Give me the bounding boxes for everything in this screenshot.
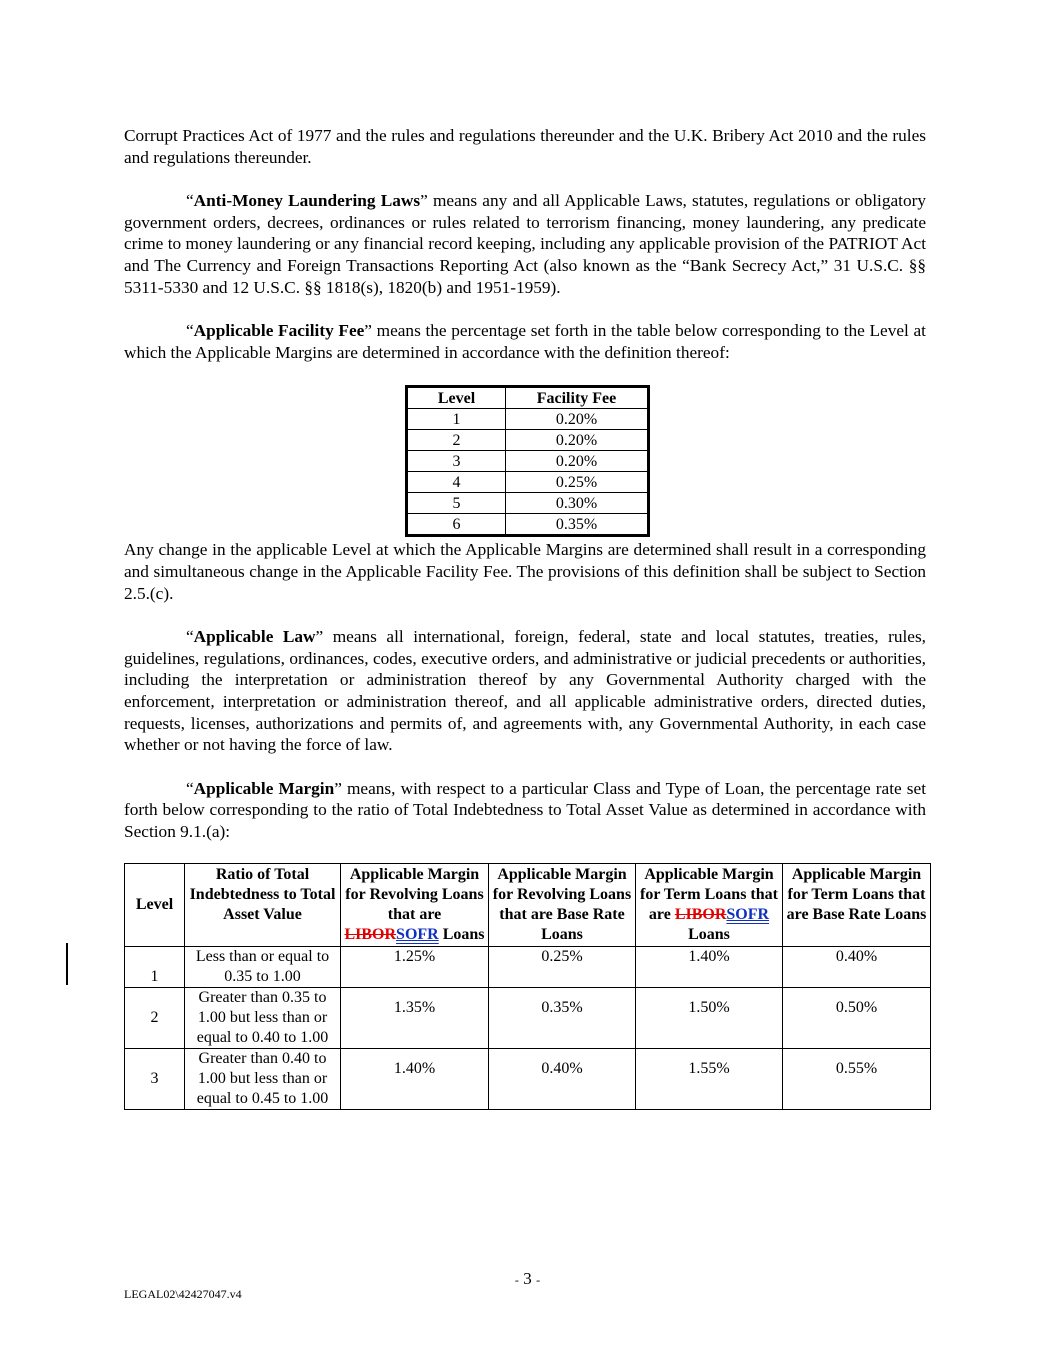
term-applicable-law: Applicable Law xyxy=(193,627,316,647)
cell-level: 2 xyxy=(125,988,185,1049)
cell-ratio: Greater than 0.35 to 1.00 but less than or equal to 0.40 to 1.00 xyxy=(185,988,341,1049)
cell-term-sofr: 1.50% xyxy=(636,988,783,1049)
deleted-libor-text: LIBOR xyxy=(674,906,727,924)
table-header-row xyxy=(407,387,649,409)
definition-facility-fee-body: ” means the percentage set forth in the table below corresponding to the Level at which the Applicable Margins are determined in accordance with the definition thereof: xyxy=(124,321,926,362)
header-revolving-sofr-post: Loans xyxy=(442,926,485,944)
header-level: Level xyxy=(125,864,185,947)
cell-term-sofr: 1.55% xyxy=(636,1049,783,1110)
revision-change-bar xyxy=(66,943,68,985)
cell-level: 5 xyxy=(407,493,506,514)
open-quote: “ xyxy=(186,321,194,341)
table-row xyxy=(407,430,649,451)
table-row xyxy=(407,472,649,493)
document-page xyxy=(124,125,926,1110)
cell-term-base: 0.50% xyxy=(783,988,931,1049)
cell-level: 1 xyxy=(125,947,185,988)
header-term-sofr-pre: Applicable Margin for Term Loans that are xyxy=(640,866,778,924)
inserted-sofr-text: SOFR xyxy=(396,926,439,944)
cell-ratio: Less than or equal to 0.35 to 1.00 xyxy=(185,947,341,988)
cell-level: 3 xyxy=(407,451,506,472)
definition-aml-body: ” means any and all Applicable Laws, statutes, regulations or obligatory government orders, decrees, ordinances or rules related to terrorism financing, money laundering, any predicate crime to money laundering or any financial record keeping, including any applicable provision of the PATRIOT Act and The Currency and Foreign Transactions Reporting Act (also known as the “Bank Secrecy Act,” 31 U.S.C. §§ 5311-5330 and 12 U.S.C. §§ 1818(s), 1820(b) and 1951-1959). xyxy=(124,191,927,297)
cell-level: 3 xyxy=(125,1049,185,1110)
cell-revolving-base: 0.25% xyxy=(489,947,636,988)
page-number-dash: - xyxy=(536,1273,541,1287)
header-term-sofr-post: Loans xyxy=(688,926,730,944)
applicable-margin-table xyxy=(124,863,931,1110)
cell-ratio: Greater than 0.40 to 1.00 but less than or equal to 0.45 to 1.00 xyxy=(185,1049,341,1110)
cell-term-base: 0.55% xyxy=(783,1049,931,1110)
facility-fee-after-paragraph: Any change in the applicable Level at which the Applicable Margins are determined shall result in a corresponding and simultaneous change in the Applicable Facility Fee. The provisions of this definition shall be subject to Section 2.5.(c). xyxy=(124,540,926,603)
definition-aml xyxy=(124,190,926,298)
cell-level: 1 xyxy=(407,409,506,430)
table-header-row xyxy=(125,864,931,947)
table-row xyxy=(407,493,649,514)
table-row xyxy=(407,514,649,536)
table-row xyxy=(125,1049,931,1110)
cell-fee: 0.35% xyxy=(506,514,649,536)
cell-fee: 0.20% xyxy=(506,409,649,430)
cell-revolving-sofr: 1.40% xyxy=(341,1049,489,1110)
inserted-sofr-text: SOFR xyxy=(726,906,770,924)
header-level: Level xyxy=(407,387,506,409)
table-row xyxy=(125,988,931,1049)
table-row xyxy=(407,451,649,472)
cell-level: 6 xyxy=(407,514,506,536)
term-applicable-margin: Applicable Margin xyxy=(193,778,335,798)
cell-revolving-sofr: 1.35% xyxy=(341,988,489,1049)
header-term-base: Applicable Margin for Term Loans that are Base Rate Loans xyxy=(783,864,931,947)
cell-fee: 0.20% xyxy=(506,451,649,472)
facility-fee-table xyxy=(405,385,650,537)
cell-level: 4 xyxy=(407,472,506,493)
cell-revolving-sofr: 1.25% xyxy=(341,947,489,988)
intro-paragraph: Corrupt Practices Act of 1977 and the rules and regulations thereunder and the U.K. Bribery Act 2010 and the rules and regulations thereunder. xyxy=(124,126,926,167)
definition-applicable-law xyxy=(124,626,926,756)
deleted-libor-text: LIBOR xyxy=(344,926,397,944)
page-number-dash: - xyxy=(514,1273,519,1287)
header-revolving-base: Applicable Margin for Revolving Loans that are Base Rate Loans xyxy=(489,864,636,947)
applicable-margin-table-wrap xyxy=(124,863,926,1110)
cell-fee: 0.20% xyxy=(506,430,649,451)
table-row xyxy=(407,409,649,430)
open-quote: “ xyxy=(186,778,194,798)
header-ratio: Ratio of Total Indebtedness to Total Asset Value xyxy=(185,864,341,947)
header-revolving-sofr xyxy=(341,864,489,947)
term-aml: Anti-Money Laundering Laws xyxy=(193,191,421,211)
header-revolving-sofr-pre: Applicable Margin for Revolving Loans that are xyxy=(345,866,484,924)
cell-revolving-base: 0.35% xyxy=(489,988,636,1049)
term-facility-fee: Applicable Facility Fee xyxy=(193,321,365,341)
cell-fee: 0.30% xyxy=(506,493,649,514)
cell-level: 2 xyxy=(407,430,506,451)
definition-applicable-law-body: ” means all international, foreign, federal, state and local statutes, treaties, rules, guidelines, regulations, ordinances, codes, executive orders, and administrative or judicial precedents or authorities, including the interpretation or administration thereof by any Governmental Authority charged with the enforcement, interpretation or administration thereof, and all applicable administrative orders, directed duties, requests, licenses, authorizations and permits of, and agreements with, any Governmental Authority, in each case whether or not having the force of law. xyxy=(124,627,926,755)
cell-term-base: 0.40% xyxy=(783,947,931,988)
definition-applicable-margin-body: ” means, with respect to a particular Class and Type of Loan, the percentage rate set forth below corresponding to the ratio of Total Indebtedness to Total Asset Value as determined in accordance with Section 9.1.(a): xyxy=(124,778,926,841)
facility-fee-table-wrap xyxy=(405,385,926,537)
definition-applicable-margin xyxy=(124,778,926,843)
definition-facility-fee xyxy=(124,320,926,363)
header-facility-fee: Facility Fee xyxy=(506,387,649,409)
cell-term-sofr: 1.40% xyxy=(636,947,783,988)
table-row xyxy=(125,947,931,988)
open-quote: “ xyxy=(186,191,194,211)
cell-fee: 0.25% xyxy=(506,472,649,493)
header-term-sofr xyxy=(636,864,783,947)
document-id: LEGAL02\42427047.v4 xyxy=(124,1287,242,1301)
open-quote: “ xyxy=(186,627,194,647)
cell-revolving-base: 0.40% xyxy=(489,1049,636,1110)
page-number-value: 3 xyxy=(523,1269,532,1288)
